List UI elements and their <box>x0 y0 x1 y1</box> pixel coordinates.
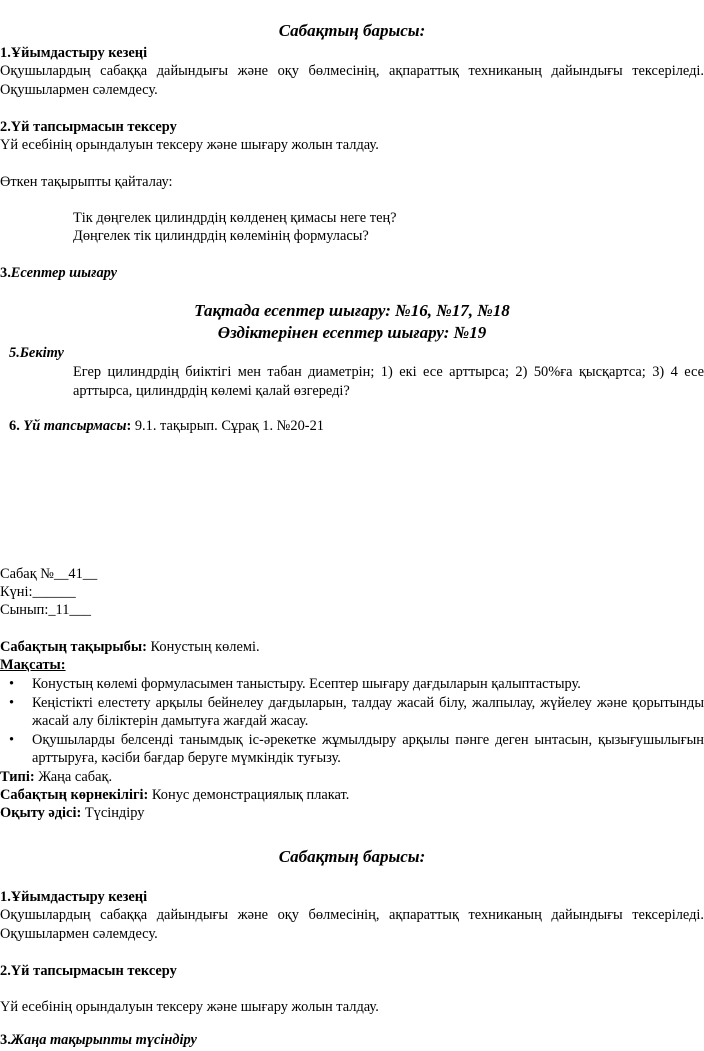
board-problems-line: Тақтада есептер шығару: №16, №17, №18 <box>194 301 510 320</box>
stage3-number: 3. <box>0 265 11 281</box>
visual-aid-line <box>0 786 349 805</box>
stage6-line <box>9 417 324 436</box>
method-value: Түсіндіру <box>81 805 145 821</box>
type-line <box>0 768 112 787</box>
goals-list <box>0 675 704 768</box>
stage5-heading: 5.Бекіту <box>9 345 64 361</box>
review-question-1: Тік дөңгелек цилиндрдің көлденең қимасы неге тең? <box>73 210 397 226</box>
stage3-heading-2 <box>0 1031 197 1050</box>
stage1-text: Оқушылардың сабаққа дайындығы және оқу бөлмесінің, ақпараттық техниканың дайындығы тексеріледі. Оқушылармен сәлемдесу. <box>0 63 704 98</box>
goal-text: Кеңістікті елестету арқылы бейнелеу дағдыларын, талдау жасай білу, жалпылау, жүйелеу және қорытынды жасай алу біліктерін дамытуға жағдай жасау. <box>32 694 704 729</box>
stage2-text-2: Үй есебінің орындалуын тексеру және шығару жолын талдау. <box>0 999 379 1015</box>
stage3-heading <box>0 264 117 283</box>
stage5-text: Егер цилиндрдің биіктігі мен табан диаметрін; 1) екі есе арттырса; 2) 50%ға қысқартса; 3) 4 есе арттырса, цилиндрдің көлемі қалай өзгереді? <box>73 364 704 399</box>
topic-line <box>0 638 260 657</box>
goal-item <box>0 675 704 694</box>
stage1-heading: 1.Ұйымдастыру кезеңі <box>0 45 148 61</box>
method-line <box>0 804 144 823</box>
visual-aid-label: Сабақтың көрнекілігі: <box>0 787 149 803</box>
stage3-title: Есептер шығару <box>10 265 118 281</box>
stage3-title-2: Жаңа тақырыпты түсіндіру <box>10 1032 197 1048</box>
stage2-text: Үй есебінің орындалуын тексеру және шығару жолын талдау. <box>0 137 379 153</box>
stage6-text: 9.1. тақырып. Сұрақ 1. №20-21 <box>131 418 324 434</box>
topic-label: Сабақтың тақырыбы: <box>0 639 147 655</box>
class-label: Сынып: <box>0 602 49 618</box>
stage2-heading-2: 2.Үй тапсырмасын тексеру <box>0 963 177 979</box>
lesson-number-line <box>0 565 97 584</box>
stage3-number-2: 3. <box>0 1032 11 1048</box>
stage1-heading-2: 1.Ұйымдастыру кезеңі <box>0 889 148 905</box>
self-problems-line: Өздіктерінен есептер шығару: №19 <box>217 323 487 342</box>
type-label: Типі: <box>0 769 35 785</box>
bullet-icon: • <box>9 731 15 748</box>
bullet-icon: • <box>9 694 15 711</box>
type-value: Жаңа сабақ. <box>34 769 113 785</box>
method-label: Оқыту әдісі: <box>0 805 82 821</box>
bullet-icon: • <box>9 676 15 692</box>
lesson-progress-title: Сабақтың барысы: <box>278 21 426 40</box>
stage2-heading: 2.Үй тапсырмасын тексеру <box>0 119 177 135</box>
goal-text: Оқушыларды белсенді танымдық іс-әрекетке жұмылдыру арқылы пәнге деген ынтасын, қызығушылығын арттыруға, кәсіби бағдар беруге мүмкіндік туғызу. <box>32 731 704 766</box>
lesson-number-label: Сабақ № <box>0 566 55 582</box>
goal-item <box>0 694 704 731</box>
stage1-text-2: Оқушылардың сабаққа дайындығы және оқу бөлмесінің, ақпараттық техниканың дайындығы тексеріледі. Оқушылармен сәлемдесу. <box>0 907 704 942</box>
review-question-2: Дөңгелек тік цилиндрдің көлемінің формуласы? <box>73 228 369 244</box>
stage6-colon: : <box>126 418 132 434</box>
topic-value: Конустың көлемі. <box>146 639 260 655</box>
goals-label: Мақсаты: <box>0 657 66 673</box>
class-line <box>0 601 91 620</box>
stage6-number: 6. <box>9 418 20 434</box>
visual-aid-value: Конус демонстрациялық плакат. <box>148 787 350 803</box>
goal-item <box>0 731 704 768</box>
class-value: _11___ <box>48 602 91 618</box>
lesson-number-value: __41__ <box>54 566 98 582</box>
goal-text: Конустың көлемі формуласымен таныстыру. Есептер шығару дағдыларын қалыптастыру. <box>32 676 581 692</box>
lesson-progress-title-2: Сабақтың барысы: <box>278 847 426 866</box>
date-line <box>0 583 76 602</box>
stage6-label: Үй тапсырмасы <box>23 418 127 434</box>
date-value: ______ <box>32 584 76 600</box>
review-label: Өткен тақырыпты қайталау: <box>0 174 173 190</box>
date-label: Күні: <box>0 584 33 600</box>
